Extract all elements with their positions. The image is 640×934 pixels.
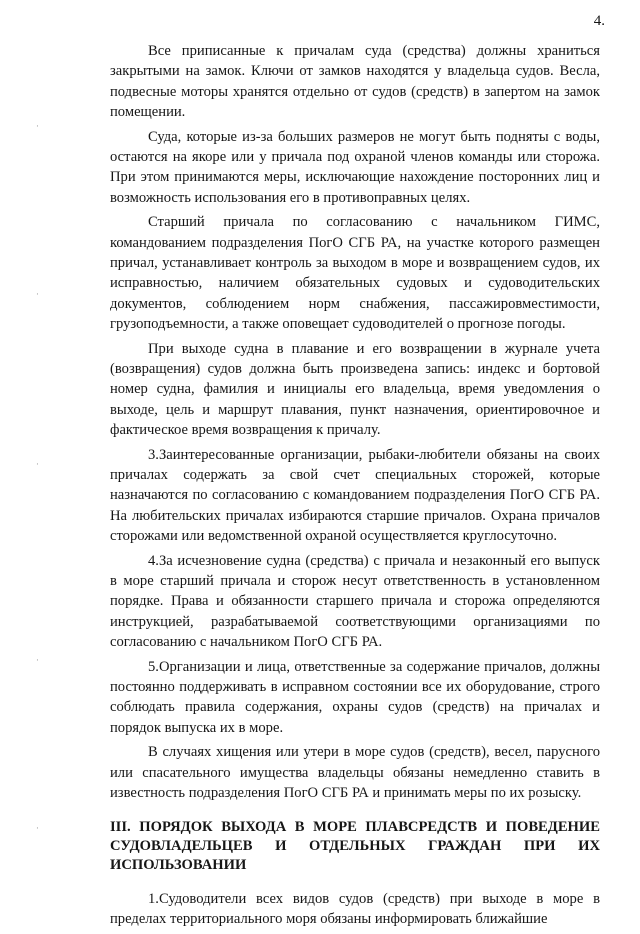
paragraph-pier-chief: Старший причала по согласованию с начальником ГИМС, командованием подразделения ПогО СГБ РА, на участке которого размещен причал, устанавливает контроль за выходом в море и возвращением судов, их исправностью, наличием обязательных судовых и судоводительских документов, соблюдением норм снабжения, пассажировместимости, грузоподъемности, а также оповещает судоводителей о прогнозе погоды. bbox=[110, 214, 600, 332]
paragraph-section3-item-1: 1.Судоводители всех видов судов (средств) при выходе в море в пределах территориального моря обязаны информировать ближайшие bbox=[110, 891, 600, 928]
paragraph-storage: Все приписанные к причалам суда (средства) должны храниться закрытыми на замок. Ключи от замков находятся у владельца судов. Весла, подвесные моторы хранятся отдельно от судов (средств) в запертом на замок помещении. bbox=[110, 43, 600, 120]
scan-speck: · bbox=[36, 824, 39, 834]
document-body bbox=[110, 41, 600, 934]
paragraph-theft: В случаях хищения или утери в море судов (средств), весел, парусного или спасательного имущества владельцы обязаны немедленно ставить в известность подразделения ПогО СГБ РА и принимать меры по их розыску. bbox=[110, 744, 600, 801]
scan-speck: · bbox=[36, 290, 39, 300]
paragraph-item-3: 3.Заинтересованные организации, рыбаки-любители обязаны на своих причалах содержать за свой счет специальных сторожей, которые назначаются по согласованию с командованием подразделения ПогО СГБ РА. На любительских причалах избираются старшие причалов. Охрана причалов сторожами или ведомственной охраной осуществляется круглосуточно. bbox=[110, 446, 600, 544]
paragraph-item-4: 4.За исчезновение судна (средства) с причала и незаконный его выпуск в море старший причала и сторож несут ответственность в установленном порядке. Права и обязанности старшего причала и сторожа определяются инструкцией, разрабатываемой соответствующими организациями по согласованию с начальником ПогО СГБ РА. bbox=[110, 552, 600, 650]
scan-speck: · bbox=[36, 460, 39, 470]
paragraph-item-5: 5.Организации и лица, ответственные за содержание причалов, должны постоянно поддерживать в исправном состоянии все их оборудование, строго соблюдать правила содержания, охраны судов (средств) на причалах и порядок выпуска их в море. bbox=[110, 658, 600, 736]
scan-speck: · bbox=[36, 656, 39, 666]
paragraph-logbook: При выходе судна в плавание и его возвращении в журнале учета (возвращения) судов должна быть произведена запись: индекс и бортовой номер судна, фамилия и инициалы его владельца, время уведомления о выходе, цель и маршрут плавания, пункт назначения, ориентировочное и фактическое время возвращения к причалу. bbox=[110, 340, 600, 438]
paragraph-large-vessels: Суда, которые из-за больших размеров не могут быть подняты с воды, остаются на якоре или у причала под охраной членов команды или сторожа. При этом принимаются меры, исключающие нахождение посторонних лиц и возможность использования его в противоправных целях. bbox=[110, 128, 600, 206]
section-heading: III. ПОРЯДОК ВЫХОДА В МОРЕ ПЛАВСРЕДСТВ И ПОВЕДЕНИЕ СУДОВЛАДЕЛЬЦЕВ И ОТДЕЛЬНЫХ ГРАЖДАН ПРИ ИХ ИСПОЛЬЗОВАНИИ bbox=[110, 819, 600, 874]
scan-speck: · bbox=[36, 122, 39, 132]
page-number: 4. bbox=[593, 13, 605, 29]
